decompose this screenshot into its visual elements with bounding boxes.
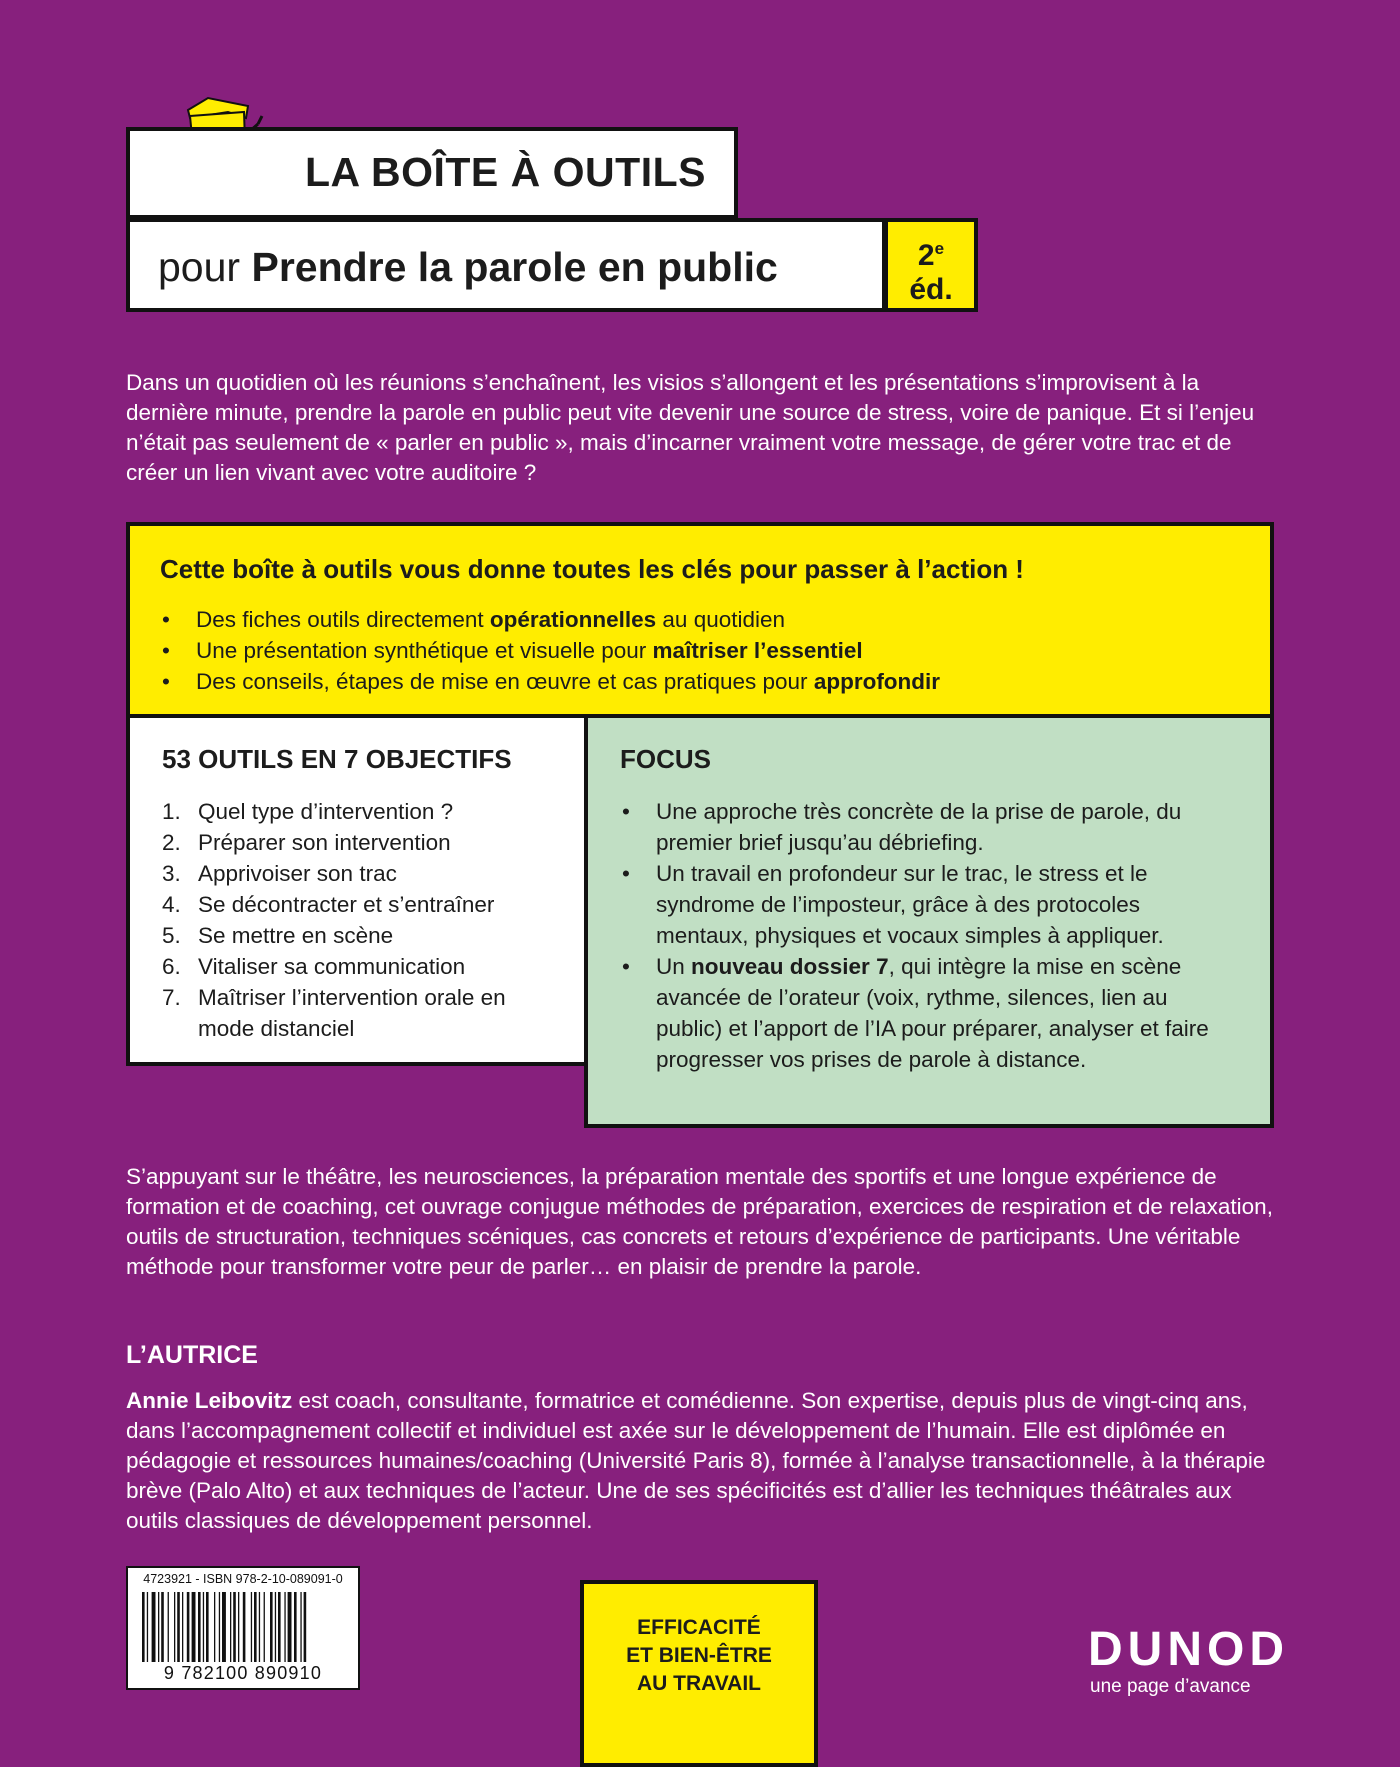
subtitle-main: Prendre la parole en public: [251, 244, 778, 290]
list-item: 7. Maîtriser l’intervention orale en mode distanciel: [162, 985, 506, 1041]
badge-line: ET BIEN-ÊTRE: [626, 1644, 772, 1667]
edition-label: éd.: [909, 273, 953, 306]
author-heading: L’AUTRICE: [126, 1341, 258, 1369]
list-item: 5. Se mettre en scène: [162, 923, 394, 948]
publisher-logo: DUNOD: [1088, 1623, 1289, 1676]
author-name: Annie Leibovitz: [126, 1388, 293, 1413]
intro-paragraph: Dans un quotidien où les réunions s’enchaînent, les visios s’allongent et les présentations s’improvisent à la dernière minute, prendre la parole en public peut vite devenir une source de stress, voire de panique. Et si l’enjeu n’était pas seulement de « parler en public », mais d’incarner vraiment votre message, de gérer votre trac et de créer un lien vivant avec votre auditoire ?: [126, 370, 1255, 485]
focus-box: [584, 714, 1274, 1128]
author-bio-text: est coach, consultante, formatrice et comédienne. Son expertise, depuis plus de vingt-cinq ans, dans l’accompagnement collectif et individuel est axée sur le développement de l’humain. Elle est diplômée en pédagogie et ressources humaines/coaching (Université Paris 8), formée à l’analyse transactionnelle, à la thérapie brève (Palo Alto) et aux techniques de l’acteur. Une de ses spécificités est d’allier les techniques théâtrales aux outils classiques de développement personnel.: [126, 1388, 1266, 1533]
list-item: 1. Quel type d’intervention ?: [162, 799, 454, 824]
edition-badge: [884, 218, 978, 312]
description-paragraph: S’appuyant sur le théâtre, les neurosciences, la préparation mentale des sportifs et une longue expérience de formation et de coaching, cet ouvrage conjugue méthodes de préparation, exercices de respiration et de relaxation, outils de structuration, techniques scéniques, cas concrets et retours d’expérience de participants. Une véritable méthode pour transformer votre peur de parler… en plaisir de prendre la parole.: [126, 1164, 1273, 1279]
list-item: 4. Se décontracter et s’entraîner: [162, 892, 495, 917]
list-item: • Une présentation synthétique et visuelle pour maîtriser l’essentiel: [160, 635, 940, 666]
edition-number: 2: [917, 239, 935, 272]
keys-list: [160, 604, 940, 697]
objectives-list: [162, 796, 578, 1044]
author-bio: [126, 1386, 1276, 1536]
book-series-title: LA BOÎTE À OUTILS: [304, 149, 706, 195]
subtitle-box: [126, 218, 886, 312]
keys-box: [126, 522, 1274, 718]
objectives-box: [126, 714, 590, 1066]
isbn-label: 4723921 - ISBN 978-2-10-089091-0: [143, 1572, 343, 1586]
edition-suffix: e: [934, 239, 945, 258]
focus-list: [620, 796, 1220, 1075]
publisher-tagline: une page d’avance: [1090, 1676, 1251, 1697]
book-subtitle: [158, 244, 778, 291]
list-item: • Des fiches outils directement opérationnelles au quotidien: [160, 604, 940, 635]
collection-badge: [580, 1580, 818, 1767]
barcode-icon: [142, 1592, 348, 1662]
list-item: • Un travail en profondeur sur le trac, le stress et le syndrome de l’imposteur, grâce à des protocoles mentaux, physiques et vocaux simples à appliquer.: [620, 858, 1220, 951]
list-item: 2. Préparer son intervention: [162, 830, 451, 855]
list-item: • Un nouveau dossier 7, qui intègre la mise en scène avancée de l’orateur (voix, rythme, silences, lien au public) et l’apport de l’IA pour préparer, analyser et faire progresser vos prises de parole à distance.: [620, 951, 1220, 1075]
list-item: • Des conseils, étapes de mise en œuvre et cas pratiques pour approfondir: [160, 666, 940, 697]
list-item: 6. Vitaliser sa communication: [162, 954, 466, 979]
focus-heading: FOCUS: [620, 744, 711, 774]
barcode-digits: 9 782100 890910: [163, 1663, 323, 1683]
badge-line: AU TRAVAIL: [636, 1672, 762, 1695]
title-box: [126, 127, 738, 219]
keys-heading: Cette boîte à outils vous donne toutes les clés pour passer à l’action !: [160, 554, 1024, 584]
badge-line: EFFICACITÉ: [637, 1616, 761, 1639]
list-item: 3. Apprivoiser son trac: [162, 861, 397, 886]
barcode: [126, 1566, 360, 1690]
subtitle-prefix: pour: [158, 244, 241, 290]
objectives-heading: 53 OUTILS EN 7 OBJECTIFS: [162, 744, 512, 774]
list-item: • Une approche très concrète de la prise de parole, du premier brief jusqu’au débriefing.: [620, 796, 1220, 858]
